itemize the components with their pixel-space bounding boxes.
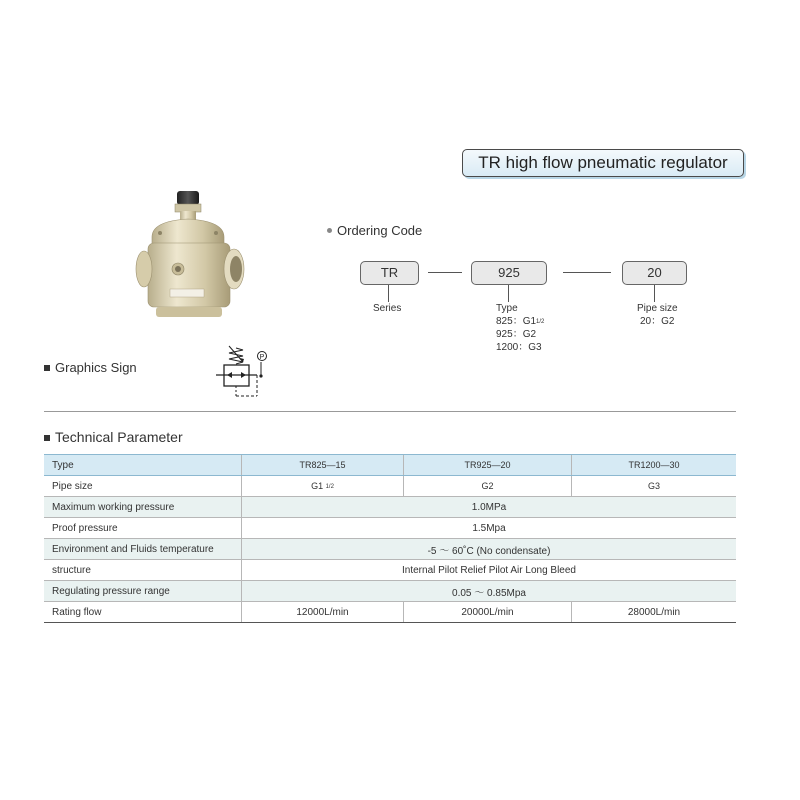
- table-cell: 28000L/min: [572, 602, 737, 623]
- header-cell-model: TR825—15: [242, 455, 404, 476]
- table-row: [44, 518, 736, 539]
- type-option: 1200：G3: [496, 341, 542, 353]
- table-row: [44, 539, 736, 560]
- regulator-product-image: [130, 185, 250, 325]
- table-header-row: [44, 455, 736, 476]
- code-box-pipe-size: 20: [622, 261, 687, 285]
- table-row: [44, 560, 736, 581]
- technical-parameter-table: [44, 454, 736, 623]
- table-cell: G3: [572, 476, 737, 497]
- type-option: 925：G2: [496, 329, 537, 340]
- leader-line: [508, 285, 509, 302]
- regulator-symbol-icon: [213, 345, 275, 401]
- leader-line: [388, 285, 389, 302]
- type-legend: [496, 303, 544, 354]
- series-label: Series: [373, 303, 402, 314]
- table-cell: 12000L/min: [242, 602, 404, 623]
- code-box-series: TR: [360, 261, 419, 285]
- square-bullet-icon: [44, 435, 50, 441]
- row-label: Rating flow: [44, 602, 242, 623]
- row-label: structure: [44, 560, 242, 581]
- code-box-type: 925: [471, 261, 547, 285]
- header-cell-model: TR1200—30: [572, 455, 737, 476]
- table-row: [44, 602, 736, 623]
- table-cell: 1.0MPa: [242, 497, 737, 518]
- technical-parameter-heading: Technical Parameter: [44, 429, 183, 445]
- table-cell: G1 1/2: [242, 476, 404, 497]
- table-cell: 20000L/min: [404, 602, 572, 623]
- table-row: [44, 497, 736, 518]
- gauge-symbol: P: [259, 354, 265, 361]
- pipe-size-legend: [637, 303, 678, 328]
- leader-line: [654, 285, 655, 302]
- ordering-code-heading: Ordering Code: [327, 223, 422, 238]
- section-divider: [44, 411, 736, 412]
- bullet-dot-icon: [327, 228, 332, 233]
- page-title: TR high flow pneumatic regulator: [462, 149, 744, 177]
- type-option: 825：G11/2: [496, 315, 545, 327]
- table-row: [44, 476, 736, 497]
- row-label: Environment and Fluids temperature: [44, 539, 242, 560]
- row-label: Maximum working pressure: [44, 497, 242, 518]
- connector-line: [563, 272, 611, 273]
- header-cell-type: Type: [44, 455, 242, 476]
- table-cell: 1.5Mpa: [242, 518, 737, 539]
- table-cell: -5 ～ 60˚C (No condensate): [242, 539, 737, 560]
- table-row: [44, 581, 736, 602]
- pipe-size-label: Pipe size: [637, 303, 678, 314]
- row-label: Pipe size: [44, 476, 242, 497]
- graphics-sign-heading: Graphics Sign: [44, 360, 137, 375]
- type-label: Type: [496, 303, 518, 314]
- table-cell: 0.05 ～ 0.85Mpa: [242, 581, 737, 602]
- pipe-size-option: 20：G2: [640, 315, 675, 327]
- row-label: Regulating pressure range: [44, 581, 242, 602]
- header-cell-model: TR925—20: [404, 455, 572, 476]
- table-cell: Internal Pilot Relief Pilot Air Long Bleed: [242, 560, 737, 581]
- table-cell: G2: [404, 476, 572, 497]
- row-label: Proof pressure: [44, 518, 242, 539]
- connector-line: [428, 272, 462, 273]
- square-bullet-icon: [44, 365, 50, 371]
